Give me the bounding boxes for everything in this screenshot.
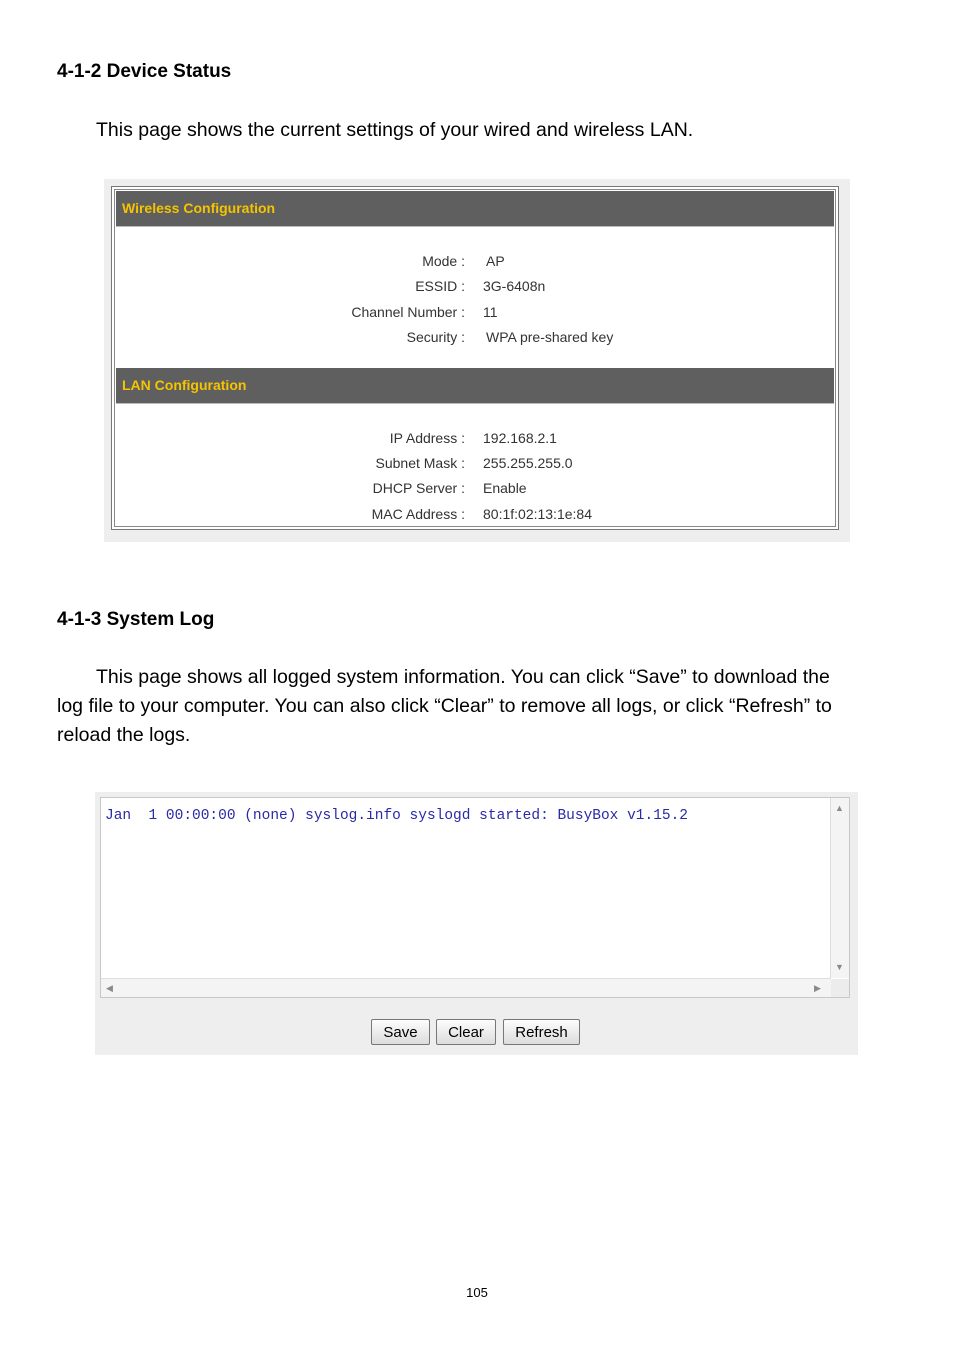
field-label: Security :: [406, 329, 465, 345]
system-log-screenshot: [95, 792, 858, 1055]
scroll-left-icon[interactable]: ◀: [106, 983, 113, 993]
field-label: Mode :: [422, 253, 465, 269]
device-status-screenshot: [104, 179, 850, 542]
save-button[interactable]: Save: [371, 1019, 430, 1045]
refresh-button[interactable]: Refresh: [503, 1019, 580, 1045]
lan-config-title: LAN Configuration: [122, 377, 247, 393]
field-value: 80:1f:02:13:1e:84: [483, 506, 592, 522]
system-log-intro: This page shows all logged system information. You can click “Save” to download the log file to your computer. You can also click “Clear” to remove all logs, or click “Refresh” to reload the logs.: [57, 666, 832, 746]
field-label: Subnet Mask :: [375, 455, 465, 471]
field-value: 3G-6408n: [483, 278, 546, 294]
device-status-intro: This page shows the current settings of your wired and wireless LAN.: [96, 119, 694, 141]
status-panel-inner: [114, 189, 836, 527]
vertical-scrollbar[interactable]: [830, 798, 849, 978]
log-textarea[interactable]: [100, 797, 850, 998]
field-value: 11: [483, 304, 498, 320]
field-label: IP Address :: [389, 430, 465, 446]
clear-button[interactable]: Clear: [436, 1019, 496, 1045]
status-panel: [111, 186, 839, 530]
scroll-down-icon[interactable]: ▼: [835, 962, 844, 972]
lan-row-ip: [115, 430, 835, 450]
field-value: 192.168.2.1: [483, 430, 557, 446]
field-label: ESSID :: [415, 278, 465, 294]
field-label: MAC Address :: [371, 506, 465, 522]
log-text: Jan 1 00:00:00 (none) syslog.info syslogd started: BusyBox v1.15.2: [105, 808, 688, 824]
wireless-row-security: [115, 329, 835, 349]
wireless-config-title: Wireless Configuration: [122, 200, 276, 216]
wireless-config-bar: [116, 191, 834, 227]
field-value: AP: [486, 253, 505, 269]
scrollbar-corner: [831, 979, 849, 997]
wireless-row-mode: [115, 253, 835, 273]
lan-row-mac: [115, 506, 835, 526]
scroll-right-icon[interactable]: ▶: [814, 983, 821, 993]
wireless-row-essid: [115, 278, 835, 298]
field-value: Enable: [483, 480, 527, 496]
lan-config-bar: [116, 368, 834, 404]
field-label: Channel Number :: [351, 304, 465, 320]
page-number: 105: [466, 1285, 488, 1300]
scroll-up-icon[interactable]: ▲: [835, 803, 844, 813]
wireless-row-channel: [115, 304, 835, 324]
lan-row-subnet: [115, 455, 835, 475]
system-log-heading: 4-1-3 System Log: [57, 609, 215, 630]
field-label: DHCP Server :: [372, 480, 465, 496]
device-status-heading: 4-1-2 Device Status: [57, 61, 232, 82]
horizontal-scrollbar[interactable]: [101, 978, 831, 997]
lan-row-dhcp: [115, 480, 835, 500]
field-value: WPA pre-shared key: [486, 329, 614, 345]
field-value: 255.255.255.0: [483, 455, 573, 471]
